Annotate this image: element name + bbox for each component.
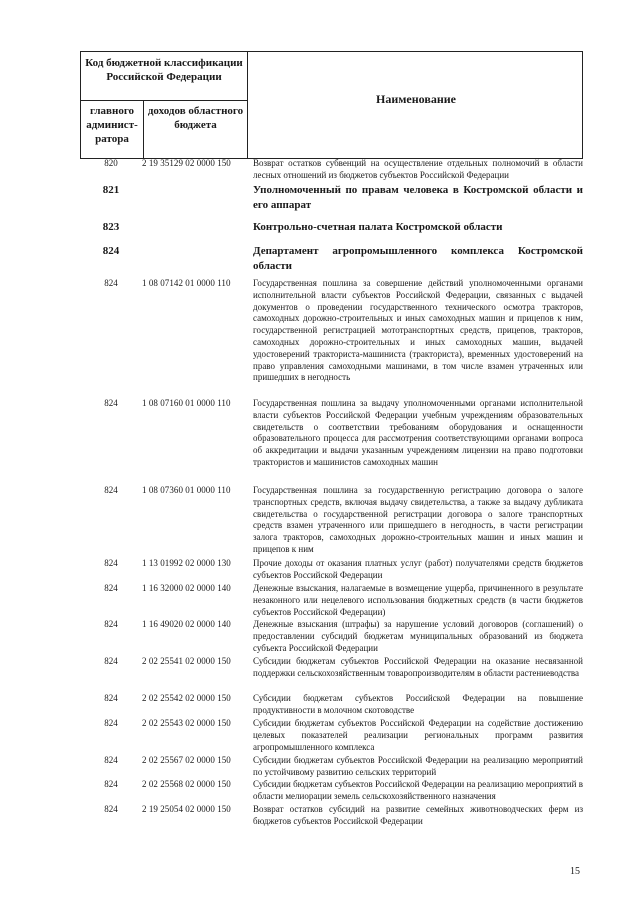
row-income-code: 2 19 35129 02 0000 150 [142,158,231,168]
row-name: Денежные взыскания (штрафы) за нарушение условий договоров (соглашений) о предоставлении субсидий бюджетам муниципальных образований из бюджета субъекта Российской Федерации [253,619,583,653]
row-admin-code: 824 [104,693,118,703]
row-admin-code: 824 [104,804,118,814]
row-admin-code: 824 [104,583,118,593]
header-divider [81,100,247,101]
row-income-code: 1 08 07142 01 0000 110 [142,278,231,288]
row-admin-code: 824 [104,619,118,629]
row-admin-code: 820 [104,158,118,168]
row-name: Субсидии бюджетам субъектов Российской Федерации на повышение продуктивности в молочном скотоводстве [253,693,583,715]
row-income-code: 1 13 01992 02 0000 130 [142,558,231,568]
row-admin-code: 824 [104,779,118,789]
row-name: Субсидии бюджетам субъектов Российской Федерации на содействие достижению целевых показателей реализации региональных программ развития агропромышленного комплекса [253,718,583,752]
row-name: Государственная пошлина за выдачу уполномоченными органами исполнительной власти субъектов Российской Федерации учебным учреждениям образовательных свидетельств о соответствии требованиям оборудования и оснащенности образовательного процесса для рассмотрения соответствующими органами вопроса об аккредитации и выдачи указанным учреждениям лицензии на право подготовки трактористов и машинистов самоходных машин [253,398,583,467]
row-income-code: 2 02 25568 02 0000 150 [142,779,231,789]
row-name: Возврат остатков субсидий на развитие семейных животноводческих ферм из бюджетов субъектов Российской Федерации [253,804,583,826]
row-income-code: 2 19 25054 02 0000 150 [142,804,231,814]
row-income-code: 2 02 25567 02 0000 150 [142,755,231,765]
row-income-code: 2 02 25541 02 0000 150 [142,656,231,666]
row-income-code: 2 02 25542 02 0000 150 [142,693,231,703]
row-admin-code: 824 [104,398,118,408]
row-admin-code: 821 [102,184,120,196]
row-income-code: 1 08 07360 01 0000 110 [142,485,231,495]
table-header [80,51,583,159]
header-name: Наименование [376,92,456,106]
row-income-code: 1 08 07160 01 0000 110 [142,398,231,408]
row-name: Прочие доходы от оказания платных услуг (работ) получателями средств бюджетов субъектов Российской Федерации [253,558,583,580]
row-admin-code: 824 [104,656,118,666]
row-admin-code: 824 [104,485,118,495]
row-name: Государственная пошлина за совершение действий уполномоченными органами исполнительной власти субъектов Российской Федерации, связанных с выдачей документов о проведении государственного технического осмотра тракторов, самоходных дорожно-строительных и иных самоходных машин и прицепов к ним, государственной регистрацией мототранспортных средств, прицепов, тракторов, самоходных дорожно-строительных и иных самоходных машин, выдачей удостоверений тракториста-машиниста (тракториста), временных удостоверений на право управления самоходными машинами, в том числе взамен утраченных или пришедших в негодность [253,278,583,383]
header-admin: главного админист-ратора [86,105,138,145]
row-name: Субсидии бюджетам субъектов Российской Федерации на реализацию мероприятий в области мелиорации земель сельскохозяйственного назначения [253,779,583,801]
row-admin-code: 824 [104,278,118,288]
page-number: 15 [570,866,580,877]
row-income-code: 1 16 49020 02 0000 140 [142,619,231,629]
row-admin-code: 824 [104,755,118,765]
row-admin-code: 824 [104,718,118,728]
header-code-group: Код бюджетной классификации Российской Федерации [85,57,243,83]
header-income: доходов областного бюджета [147,105,244,131]
row-admin-code: 824 [104,558,118,568]
row-name: Государственная пошлина за государственную регистрацию договора о залоге транспортных средств, включая выдачу свидетельства, а также за выдачу дубликата свидетельства о государственной регистрации договора о залоге транспортных средств взамен утраченного или пришедшего в негодность, в части регистрации залога тракторов, самоходных дорожно-строительных машин и иных машин и прицепов к ним [253,485,583,554]
row-admin-code: 824 [102,245,120,257]
row-name: Уполномоченный по правам человека в Костромской области и его аппарат [253,184,583,211]
row-income-code: 2 02 25543 02 0000 150 [142,718,231,728]
row-name: Субсидии бюджетам субъектов Российской Федерации на реализацию мероприятий по устойчивому развитию сельских территорий [253,755,583,777]
row-name: Департамент агропромышленного комплекса Костромской области [253,245,583,272]
row-name: Субсидии бюджетам субъектов Российской Федерации на оказание несвязанной поддержки сельскохозяйственным товаропроизводителям в области растениеводства [253,656,583,678]
row-name: Денежные взыскания, налагаемые в возмещение ущерба, причиненного в результате незаконного или нецелевого использования бюджетных средств (в части бюджетов субъектов Российской Федерации) [253,583,583,617]
row-admin-code: 823 [102,221,120,233]
row-income-code: 1 16 32000 02 0000 140 [142,583,231,593]
row-name: Возврат остатков субвенций на осуществление отдельных полномочий в области лесных отношений из бюджетов субъектов Российской Федерации [253,158,583,180]
row-name: Контрольно-счетная палата Костромской области [253,221,503,233]
